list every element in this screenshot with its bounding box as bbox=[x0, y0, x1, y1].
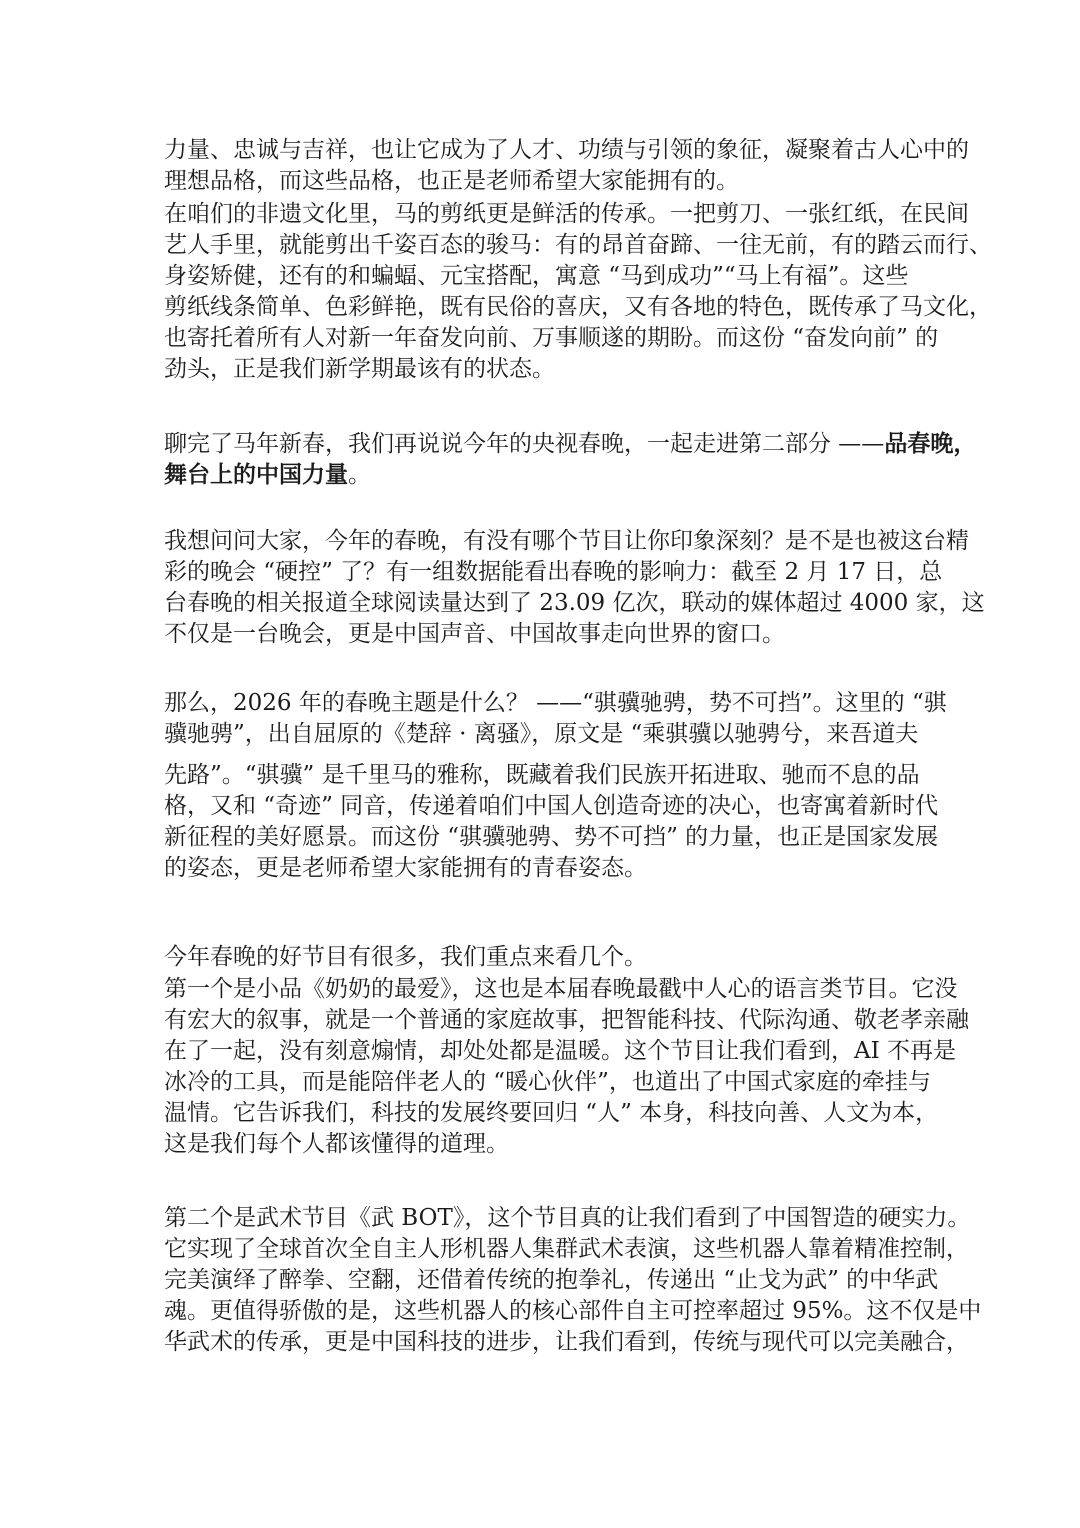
bold-text: 舞台上的中国力量 bbox=[164, 461, 348, 488]
text-line: 这是我们每个人都该懂得的道理。 bbox=[164, 1131, 509, 1157]
paragraph bbox=[164, 526, 985, 650]
text-line: 劲头，正是我们新学期最该有的状态。 bbox=[164, 356, 555, 382]
text-line: 力量、忠诚与吉祥，也让它成为了人才、功绩与引领的象征，凝聚着古人心中的 bbox=[164, 137, 969, 163]
paragraph bbox=[164, 688, 947, 884]
text-line bbox=[164, 459, 934, 490]
text-line: 骥驰骋”，出自屈原的《楚辞 · 离骚》，原文是 “乘骐骥以驰骋兮，来吾道夫 bbox=[164, 721, 919, 747]
paragraph bbox=[164, 1203, 982, 1358]
text-line: 它实现了全球首次全自主人形机器人集群武术表演，这些机器人靠着精准控制， bbox=[164, 1236, 969, 1262]
text-line: 第二个是武术节目《武 BOT》，这个节目真的让我们看到了中国智造的硬实力。 bbox=[164, 1205, 971, 1231]
text-line: 艺人手里，就能剪出千姿百态的骏马：有的昂首奋蹄、一往无前，有的踏云而行、 bbox=[164, 232, 992, 258]
text-line: 彩的晚会 “硬控” 了？有一组数据能看出春晚的影响力：截至 2 月 17 日，总 bbox=[164, 559, 943, 585]
text-line: 那么，2026 年的春晚主题是什么？ ——“骐骥驰骋，势不可挡”。这里的 “骐 bbox=[164, 690, 947, 716]
text-line: 华武术的传承，更是中国科技的进步，让我们看到，传统与现代可以完美融合， bbox=[164, 1329, 969, 1355]
plain-text: 聊完了马年新春，我们再说说今年的央视春晚，一起走进第二部分 —— bbox=[164, 431, 885, 457]
text-line: 完美演绎了醉拳、空翻，还借着传统的抱拳礼，传递出 “止戈为武” 的中华武 bbox=[164, 1267, 939, 1293]
text-line: 我想问问大家，今年的春晚，有没有哪个节目让你印象深刻？是不是也被这台精 bbox=[164, 528, 969, 554]
bold-text: 品春晚， bbox=[884, 430, 977, 457]
text-line: 身姿矫健，还有的和蝙蝠、元宝搭配，寓意 “马到成功”“马上有福”。这些 bbox=[164, 263, 909, 289]
text-line bbox=[164, 428, 977, 459]
text-line: 也寄托着所有人对新一年奋发向前、万事顺遂的期盼。而这份 “奋发向前” 的 bbox=[164, 325, 939, 351]
paragraph bbox=[164, 428, 977, 490]
text-line: 温情。它告诉我们，科技的发展终要回归 “人” 本身，科技向善、人文为本， bbox=[164, 1100, 939, 1126]
text-line: 格，又和 “奇迹” 同音，传递着咱们中国人创造奇迹的决心，也寄寓着新时代 bbox=[164, 793, 939, 819]
text-line: 剪纸线条简单、色彩鲜艳，既有民俗的喜庆，又有各地的特色，既传承了马文化， bbox=[164, 294, 992, 320]
paragraph bbox=[164, 942, 934, 973]
text-line: 在咱们的非遗文化里，马的剪纸更是鲜活的传承。一把剪刀、一张红纸，在民间 bbox=[164, 201, 969, 227]
paragraph bbox=[164, 135, 969, 197]
text-line: 在了一起，没有刻意煽情，却处处都是温暖。这个节目让我们看到，AI 不再是 bbox=[164, 1038, 957, 1064]
text-line: 的姿态，更是老师希望大家能拥有的青春姿态。 bbox=[164, 855, 647, 881]
text-line: 冰冷的工具，而是能陪伴老人的 “暖心伙伴”，也道出了中国式家庭的牵挂与 bbox=[164, 1069, 931, 1095]
text-line: 先路”。“骐骥” 是千里马的雅称，既藏着我们民族开拓进取、驰而不息的品 bbox=[164, 762, 920, 788]
text-line: 第一个是小品《奶奶的最爱》，这也是本届春晚最戳中人心的语言类节目。它没 bbox=[164, 976, 958, 1002]
paragraph bbox=[164, 199, 992, 385]
text-line: 魂。更值得骄傲的是，这些机器人的核心部件自主可控率超过 95%。这不仅是中 bbox=[164, 1298, 982, 1324]
text-line: 有宏大的叙事，就是一个普通的家庭故事，把智能科技、代际沟通、敬老孝亲融 bbox=[164, 1007, 969, 1033]
text-line: 新征程的美好愿景。而这份 “骐骥驰骋、势不可挡” 的力量，也正是国家发展 bbox=[164, 824, 939, 850]
plain-text: 。 bbox=[348, 462, 371, 488]
text-line: 不仅是一台晚会，更是中国声音、中国故事走向世界的窗口。 bbox=[164, 621, 785, 647]
text-line: 台春晚的相关报道全球阅读量达到了 23.09 亿次，联动的媒体超过 4000 家，这 bbox=[164, 590, 985, 616]
text-line: 理想品格，而这些品格，也正是老师希望大家能拥有的。 bbox=[164, 168, 739, 194]
text-line: 今年春晚的好节目有很多，我们重点来看几个。 bbox=[164, 944, 647, 970]
paragraph bbox=[164, 974, 969, 1160]
